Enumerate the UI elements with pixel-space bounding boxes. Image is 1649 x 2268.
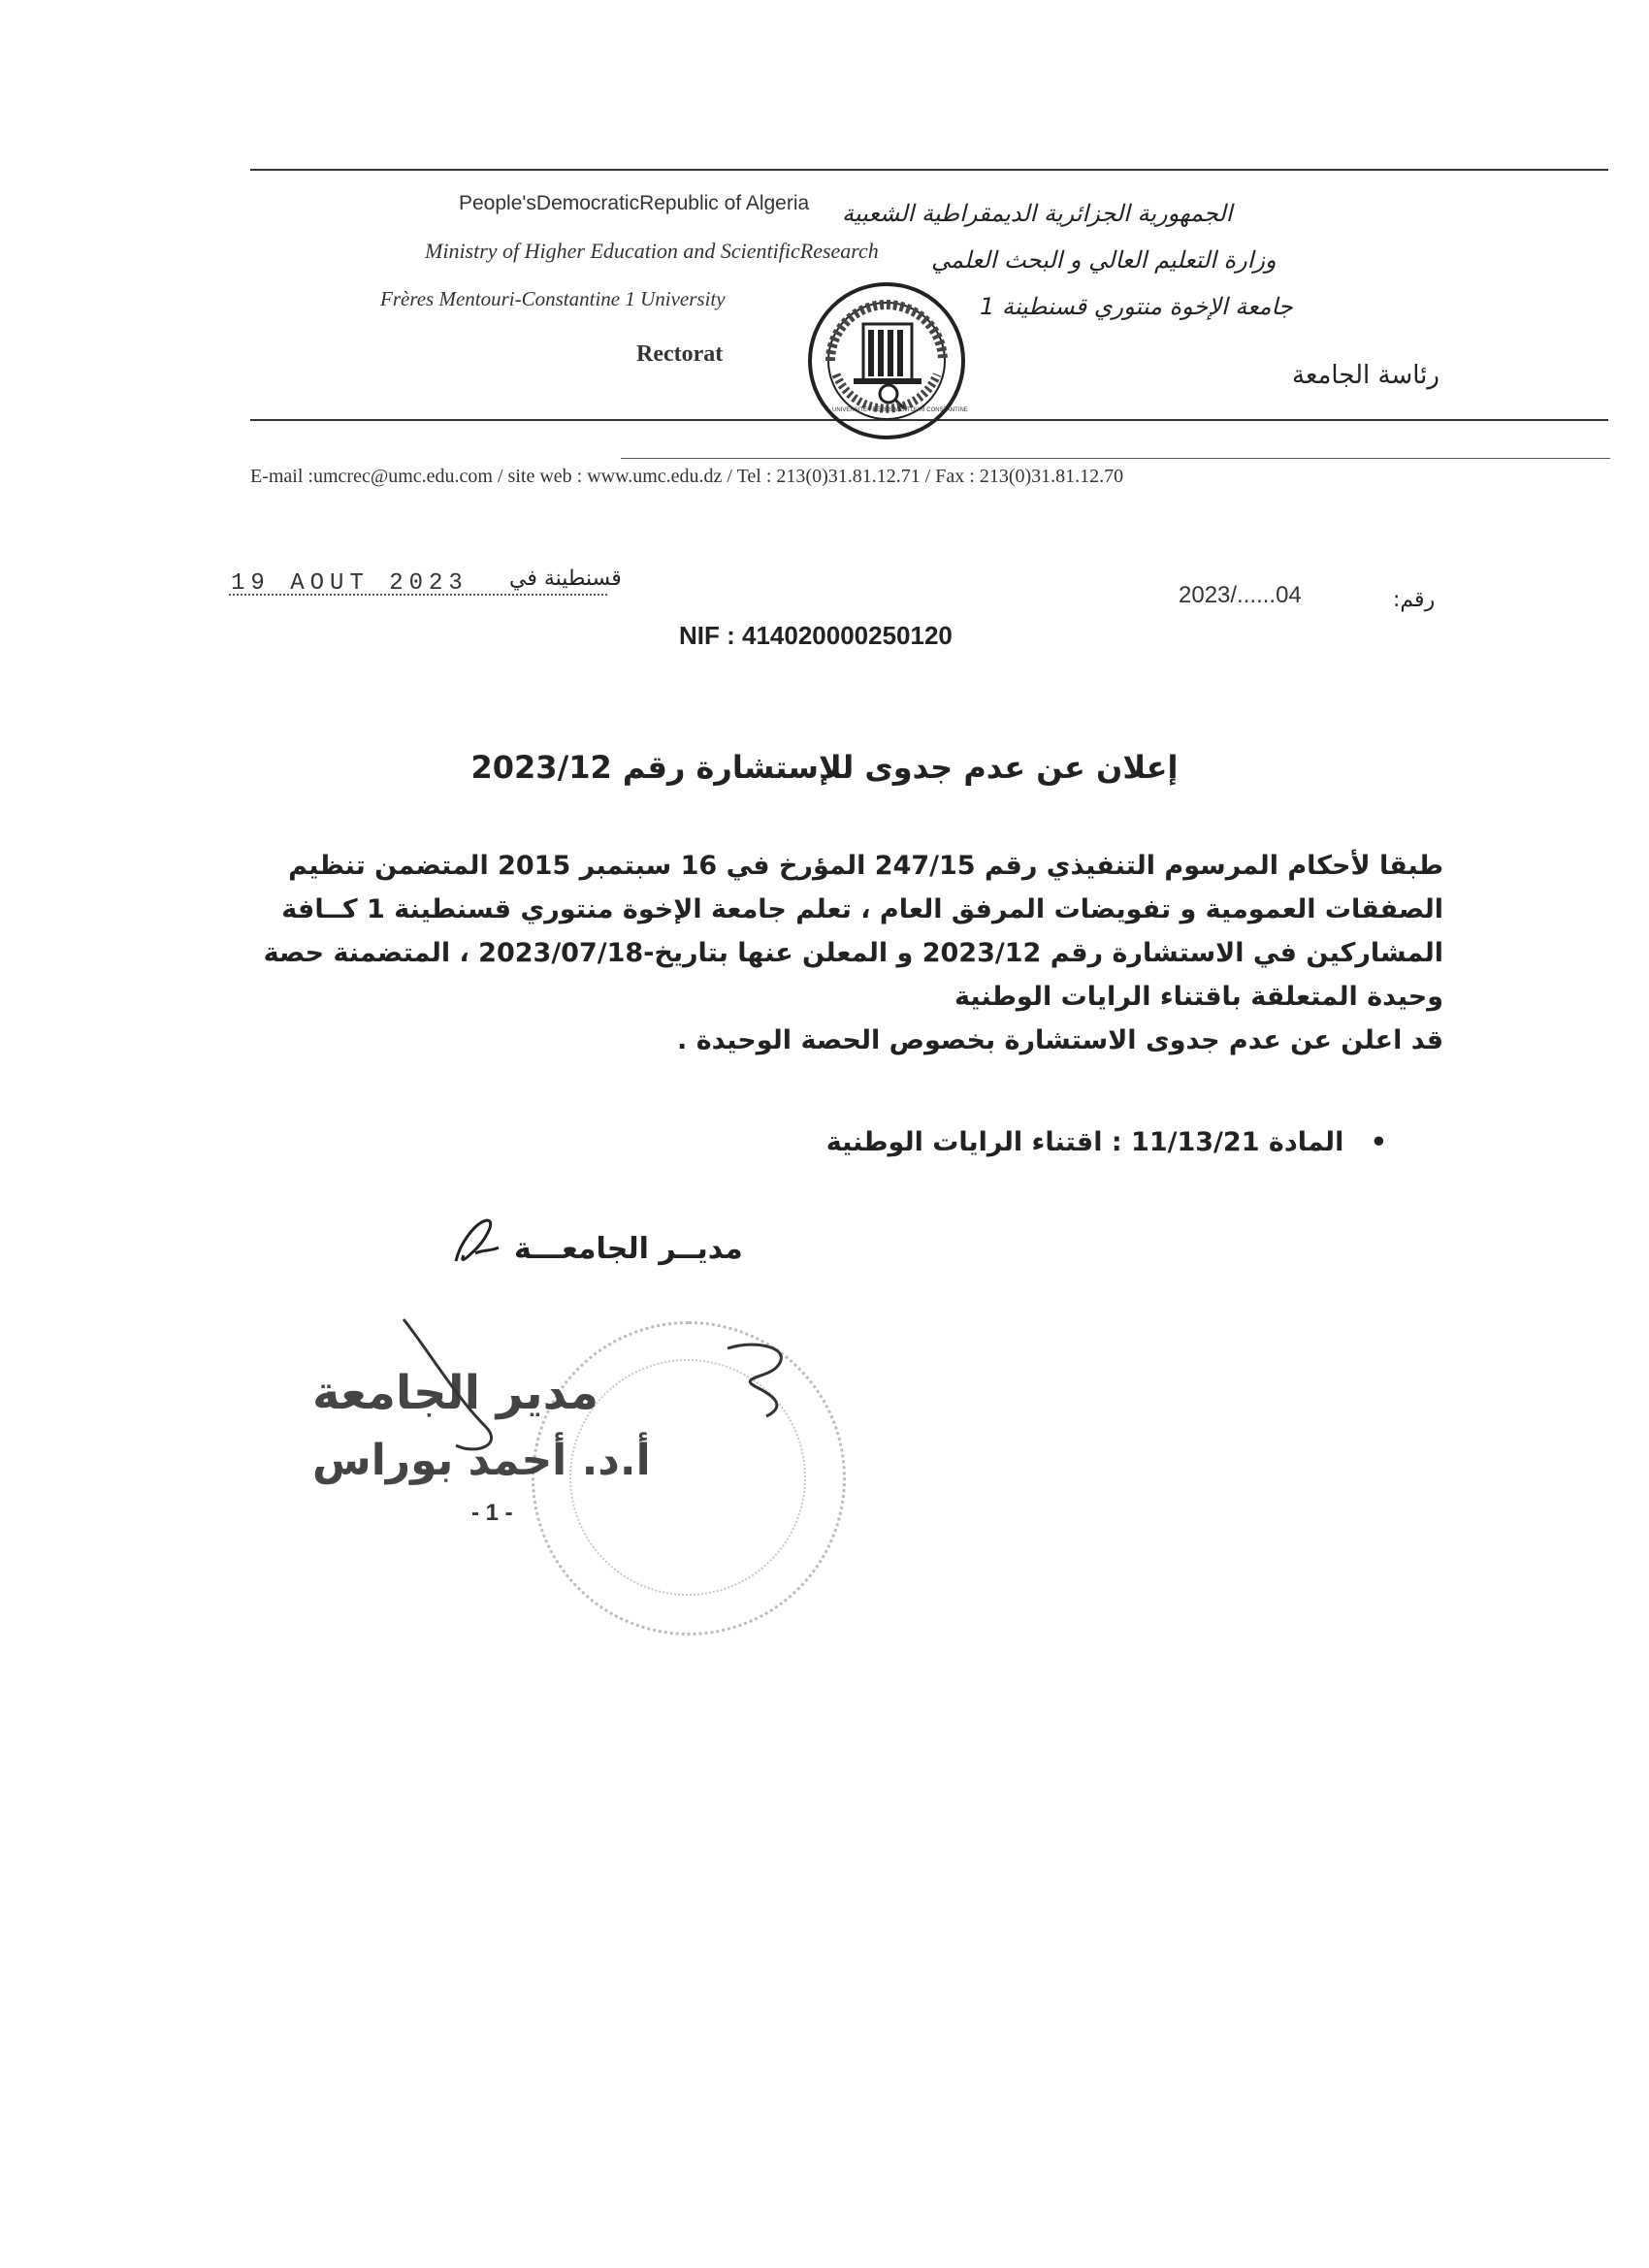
ministry-en: Ministry of Higher Education and ScientificResearch	[425, 239, 879, 263]
announcement-body	[221, 844, 1443, 1062]
lot-bullet-text: المادة 11/13/21 : اقتناء الرايات الوطنية	[825, 1127, 1344, 1157]
bullet-dot-icon: •	[1370, 1127, 1387, 1157]
signature-title: مديــر الجامعـــة	[514, 1232, 743, 1266]
university-logo	[807, 281, 966, 440]
reference-label: رقم:	[1393, 588, 1436, 612]
stamp-name: أ.د. أحمد بوراس	[312, 1436, 651, 1485]
logo-bottom-text: UNIVERSITÉ FRÈRES MENTOURI CONSTANTINE	[832, 407, 968, 413]
contact-line: E-mail :umcrec@umc.edu.com / site web : www.umc.edu.dz / Tel : 213(0)31.81.12.71 / Fax : 213(0)31.81.12.70	[250, 466, 1124, 487]
rectorat-ar: رئاسة الجامعة	[1292, 361, 1439, 390]
university-en: Frères Mentouri-Constantine 1 University	[380, 287, 726, 310]
body-closing: قد اعلن عن عدم جدوى الاستشارة بخصوص الحصة الوحيدة .	[677, 1025, 1443, 1055]
signature-mark	[446, 1215, 504, 1273]
reference-value: 2023/......04	[1179, 582, 1302, 608]
university-ar: جامعة الإخوة منتوري قسنطينة 1	[980, 293, 1293, 320]
lot-bullet-item	[805, 1127, 1387, 1157]
place-date-label: قسنطينة في	[509, 567, 622, 591]
body-line-2: الصفقات العمومية و تفويضات المرفق العام ، تعلم جامعة الإخوة منتوري قسنطينة 1 كــافة	[281, 894, 1443, 924]
rectorat-en: Rectorat	[636, 341, 724, 367]
body-line-4: وحيدة المتعلقة باقتناء الرايات الوطنية	[954, 982, 1443, 1012]
date-dotted-line	[229, 594, 607, 596]
handwritten-signature	[369, 1310, 834, 1507]
stamp-title: مدير الجامعة	[312, 1366, 599, 1420]
page-number: - 1 -	[471, 1500, 513, 1526]
country-ar: الجمهورية الجزائرية الديمقراطية الشعبية	[842, 200, 1233, 227]
announcement-title: إعلان عن عدم جدوى للإستشارة رقم 2023/12	[470, 749, 1179, 786]
nif-number: NIF : 414020000250120	[679, 621, 953, 650]
date-stamp: 19 AOUT 2023	[231, 570, 469, 597]
body-line-3: المشاركين في الاستشارة رقم 2023/12 و المعلن عنها بتاريخ-2023/07/18 ، المتضمنة حصة	[263, 938, 1443, 968]
body-line-1: طبقا لأحكام المرسوم التنفيذي رقم 247/15 المؤرخ في 16 سبتمبر 2015 المتضمن تنظيم	[288, 851, 1443, 881]
header-top-rule	[250, 169, 1608, 171]
country-en: People'sDemocraticRepublic of Algeria	[459, 192, 810, 214]
header-bottom-rule-2	[621, 458, 1610, 459]
ministry-ar: وزارة التعليم العالي و البحث العلمي	[931, 246, 1277, 274]
